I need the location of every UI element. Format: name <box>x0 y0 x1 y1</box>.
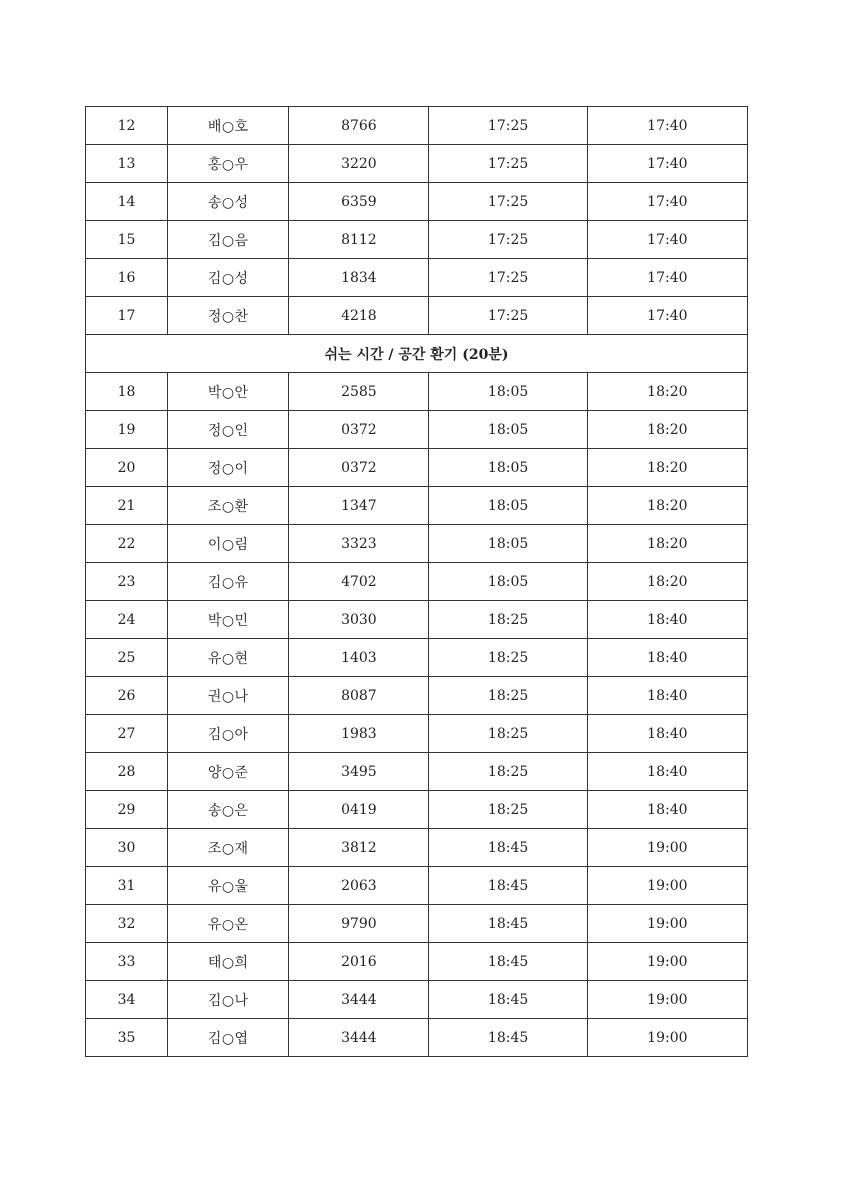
code-cell: 8087 <box>289 677 429 715</box>
table-row <box>86 297 748 335</box>
name-cell: 박○민 <box>168 601 289 639</box>
table-row <box>86 905 748 943</box>
row-number-cell: 20 <box>86 449 168 487</box>
end-time-cell: 18:40 <box>587 677 747 715</box>
start-time-cell: 18:45 <box>429 829 587 867</box>
code-cell: 2585 <box>289 373 429 411</box>
start-time-cell: 17:25 <box>429 183 587 221</box>
table-row <box>86 753 748 791</box>
row-number-cell: 19 <box>86 411 168 449</box>
row-number-cell: 14 <box>86 183 168 221</box>
name-cell: 정○이 <box>168 449 289 487</box>
end-time-cell: 18:40 <box>587 639 747 677</box>
row-number-cell: 26 <box>86 677 168 715</box>
row-number-cell: 23 <box>86 563 168 601</box>
start-time-cell: 17:25 <box>429 145 587 183</box>
end-time-cell: 17:40 <box>587 145 747 183</box>
end-time-cell: 18:20 <box>587 563 747 601</box>
name-cell: 유○온 <box>168 905 289 943</box>
table-row <box>86 563 748 601</box>
code-cell: 3444 <box>289 1019 429 1057</box>
start-time-cell: 18:45 <box>429 943 587 981</box>
row-number-cell: 27 <box>86 715 168 753</box>
name-cell: 송○은 <box>168 791 289 829</box>
start-time-cell: 18:25 <box>429 715 587 753</box>
code-cell: 8766 <box>289 107 429 145</box>
code-cell: 1347 <box>289 487 429 525</box>
code-cell: 3495 <box>289 753 429 791</box>
code-cell: 6359 <box>289 183 429 221</box>
break-notice: 쉬는 시간 / 공간 환기 (20분) <box>86 335 748 373</box>
code-cell: 3444 <box>289 981 429 1019</box>
table-row <box>86 449 748 487</box>
start-time-cell: 18:25 <box>429 791 587 829</box>
name-cell: 홍○우 <box>168 145 289 183</box>
end-time-cell: 19:00 <box>587 943 747 981</box>
table-row <box>86 829 748 867</box>
row-number-cell: 34 <box>86 981 168 1019</box>
table-row <box>86 259 748 297</box>
name-cell: 김○음 <box>168 221 289 259</box>
end-time-cell: 18:40 <box>587 715 747 753</box>
start-time-cell: 18:05 <box>429 563 587 601</box>
end-time-cell: 17:40 <box>587 107 747 145</box>
row-number-cell: 21 <box>86 487 168 525</box>
start-time-cell: 18:45 <box>429 981 587 1019</box>
end-time-cell: 17:40 <box>587 259 747 297</box>
table-row <box>86 943 748 981</box>
row-number-cell: 22 <box>86 525 168 563</box>
end-time-cell: 17:40 <box>587 297 747 335</box>
end-time-cell: 17:40 <box>587 221 747 259</box>
table-row <box>86 1019 748 1057</box>
row-number-cell: 17 <box>86 297 168 335</box>
code-cell: 2016 <box>289 943 429 981</box>
table-row <box>86 411 748 449</box>
table-row <box>86 183 748 221</box>
start-time-cell: 17:25 <box>429 107 587 145</box>
name-cell: 이○림 <box>168 525 289 563</box>
row-number-cell: 30 <box>86 829 168 867</box>
row-number-cell: 33 <box>86 943 168 981</box>
code-cell: 1834 <box>289 259 429 297</box>
code-cell: 2063 <box>289 867 429 905</box>
start-time-cell: 18:25 <box>429 677 587 715</box>
row-number-cell: 25 <box>86 639 168 677</box>
row-number-cell: 24 <box>86 601 168 639</box>
code-cell: 9790 <box>289 905 429 943</box>
row-number-cell: 15 <box>86 221 168 259</box>
row-number-cell: 29 <box>86 791 168 829</box>
name-cell: 송○성 <box>168 183 289 221</box>
end-time-cell: 19:00 <box>587 1019 747 1057</box>
code-cell: 0419 <box>289 791 429 829</box>
code-cell: 3030 <box>289 601 429 639</box>
code-cell: 0372 <box>289 449 429 487</box>
code-cell: 4218 <box>289 297 429 335</box>
end-time-cell: 17:40 <box>587 183 747 221</box>
start-time-cell: 18:05 <box>429 411 587 449</box>
row-number-cell: 12 <box>86 107 168 145</box>
end-time-cell: 19:00 <box>587 905 747 943</box>
row-number-cell: 13 <box>86 145 168 183</box>
name-cell: 정○찬 <box>168 297 289 335</box>
start-time-cell: 18:05 <box>429 449 587 487</box>
start-time-cell: 17:25 <box>429 221 587 259</box>
name-cell: 태○희 <box>168 943 289 981</box>
table-row <box>86 867 748 905</box>
table-row <box>86 525 748 563</box>
code-cell: 4702 <box>289 563 429 601</box>
name-cell: 조○환 <box>168 487 289 525</box>
end-time-cell: 18:40 <box>587 753 747 791</box>
start-time-cell: 17:25 <box>429 297 587 335</box>
name-cell: 김○아 <box>168 715 289 753</box>
table-row <box>86 107 748 145</box>
name-cell: 유○현 <box>168 639 289 677</box>
code-cell: 1403 <box>289 639 429 677</box>
row-number-cell: 35 <box>86 1019 168 1057</box>
start-time-cell: 18:05 <box>429 487 587 525</box>
name-cell: 양○준 <box>168 753 289 791</box>
end-time-cell: 18:40 <box>587 601 747 639</box>
code-cell: 3812 <box>289 829 429 867</box>
name-cell: 김○유 <box>168 563 289 601</box>
table-row <box>86 791 748 829</box>
row-number-cell: 16 <box>86 259 168 297</box>
start-time-cell: 18:25 <box>429 601 587 639</box>
name-cell: 김○나 <box>168 981 289 1019</box>
start-time-cell: 18:45 <box>429 1019 587 1057</box>
name-cell: 정○인 <box>168 411 289 449</box>
start-time-cell: 18:25 <box>429 753 587 791</box>
end-time-cell: 18:20 <box>587 449 747 487</box>
name-cell: 배○호 <box>168 107 289 145</box>
end-time-cell: 19:00 <box>587 981 747 1019</box>
start-time-cell: 18:45 <box>429 867 587 905</box>
row-number-cell: 31 <box>86 867 168 905</box>
table-row <box>86 221 748 259</box>
end-time-cell: 18:20 <box>587 487 747 525</box>
code-cell: 3323 <box>289 525 429 563</box>
name-cell: 권○나 <box>168 677 289 715</box>
table-row <box>86 601 748 639</box>
table-row <box>86 677 748 715</box>
end-time-cell: 19:00 <box>587 829 747 867</box>
end-time-cell: 19:00 <box>587 867 747 905</box>
name-cell: 김○성 <box>168 259 289 297</box>
code-cell: 0372 <box>289 411 429 449</box>
end-time-cell: 18:20 <box>587 411 747 449</box>
table-row <box>86 145 748 183</box>
table-row <box>86 715 748 753</box>
start-time-cell: 18:25 <box>429 639 587 677</box>
row-number-cell: 18 <box>86 373 168 411</box>
code-cell: 8112 <box>289 221 429 259</box>
table-row <box>86 981 748 1019</box>
schedule-table-body <box>86 107 748 1057</box>
start-time-cell: 17:25 <box>429 259 587 297</box>
name-cell: 유○울 <box>168 867 289 905</box>
start-time-cell: 18:45 <box>429 905 587 943</box>
start-time-cell: 18:05 <box>429 525 587 563</box>
name-cell: 박○안 <box>168 373 289 411</box>
row-number-cell: 32 <box>86 905 168 943</box>
row-number-cell: 28 <box>86 753 168 791</box>
end-time-cell: 18:20 <box>587 525 747 563</box>
break-row <box>86 335 748 373</box>
end-time-cell: 18:40 <box>587 791 747 829</box>
schedule-table <box>85 106 748 1057</box>
start-time-cell: 18:05 <box>429 373 587 411</box>
name-cell: 김○엽 <box>168 1019 289 1057</box>
table-row <box>86 487 748 525</box>
name-cell: 조○재 <box>168 829 289 867</box>
table-row <box>86 639 748 677</box>
table-row <box>86 373 748 411</box>
end-time-cell: 18:20 <box>587 373 747 411</box>
code-cell: 3220 <box>289 145 429 183</box>
code-cell: 1983 <box>289 715 429 753</box>
